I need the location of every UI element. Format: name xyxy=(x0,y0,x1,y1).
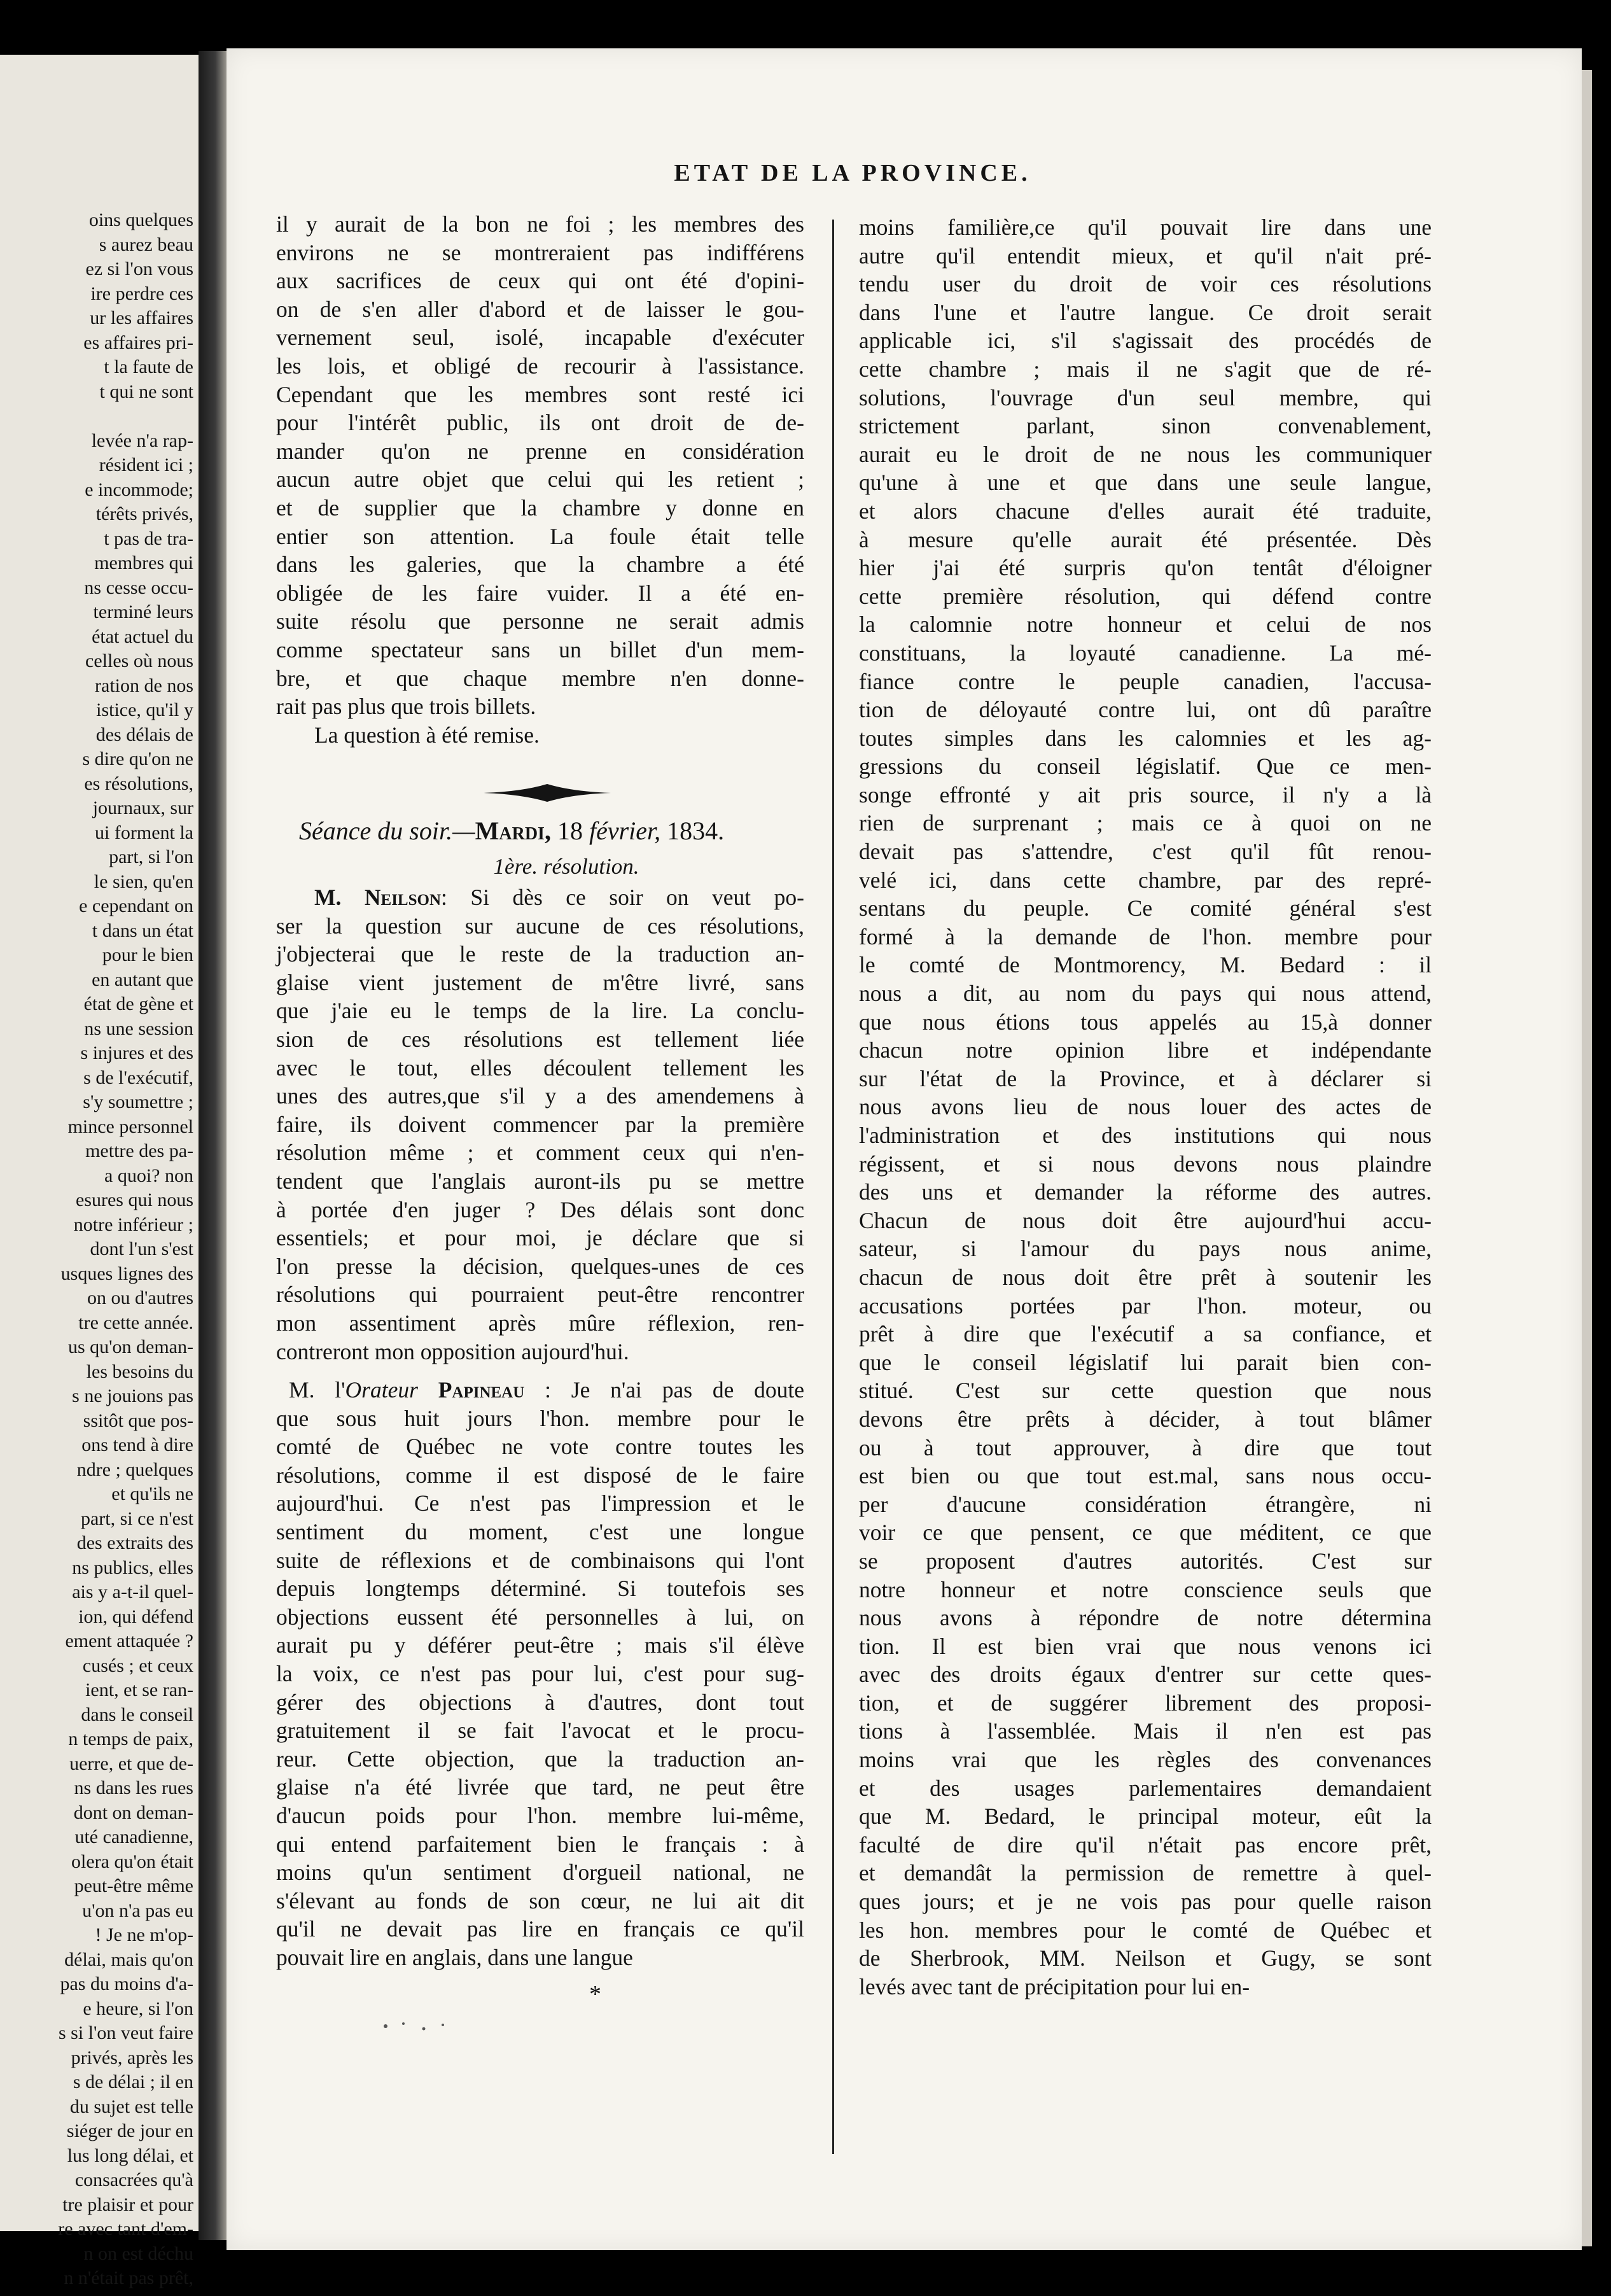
text-line: glaise n'a été livrée que tard, ne peut être xyxy=(276,1774,804,1800)
text-line: nous avons lieu de nous louer des actes de xyxy=(859,1094,1432,1120)
speaker-prefix: M. l' xyxy=(289,1377,345,1403)
fragment-line: re avec tant d'em- xyxy=(58,2218,193,2239)
text-line: qu'il ne devait pas lire en français ce qu'il xyxy=(276,1916,804,1942)
fragment-line: ur les affaires xyxy=(90,307,193,328)
fragment-line: ez si l'on vous xyxy=(85,258,193,279)
text-line: à mesure qu'elle aurait été présentée. Dès xyxy=(859,526,1432,552)
fragment-line: état de gène et xyxy=(83,993,193,1014)
fragment-line: s ne jouions pas xyxy=(72,1385,193,1406)
text-line: suite résolu que personne ne serait admis xyxy=(276,608,804,634)
text-line: gratuitement il se fait l'avocat et le procu- xyxy=(276,1718,804,1744)
fragment-line: des extraits des xyxy=(76,1532,193,1553)
fragment-line: ns cesse occu- xyxy=(84,577,193,598)
fragment-line: le sien, qu'en xyxy=(94,871,193,892)
text-line: Chacun de nous doit être aujourd'hui accu- xyxy=(859,1207,1432,1233)
fragment-line: s de l'exécutif, xyxy=(83,1067,193,1088)
text-line: tion. Il est bien vrai que nous venons ici xyxy=(859,1633,1432,1659)
paragraph-continuation xyxy=(276,210,804,721)
text-line: hier j'ai été surpris qu'on tentât d'éloigner xyxy=(859,555,1432,581)
text-line: entier son attention. La foule était telle xyxy=(276,523,804,549)
text-line: depuis longtemps déterminé. Si toutefois ses xyxy=(276,1576,804,1602)
text-line: l'on presse la décision, quelques-unes de ces xyxy=(276,1253,804,1279)
text-line: prêt à dire que l'exécutif a sa confiance, et xyxy=(859,1321,1432,1347)
text-line: tion, et de suggérer librement des proposi- xyxy=(859,1690,1432,1716)
fragment-line: membres qui xyxy=(94,552,193,573)
fragment-line: ons tend à dire xyxy=(81,1434,193,1455)
text-line: sentans du peuple. Ce comité général s'est xyxy=(859,895,1432,921)
fragment-line: ais y a-t-il quel- xyxy=(72,1581,193,1602)
text-line: cette première résolution, qui défend contre xyxy=(859,583,1432,609)
text-line: se proposent d'autres autorités. C'est sur xyxy=(859,1548,1432,1574)
fragment-line: oins quelques xyxy=(88,209,193,230)
fragment-line: tre cette année. xyxy=(78,1312,193,1333)
book-gutter xyxy=(199,51,227,2240)
text-line: la voix, ce n'est pas pour lui, c'est pour sug- xyxy=(276,1661,804,1687)
text-line: de Sherbrook, MM. Neilson et Gugy, se sont xyxy=(859,1945,1432,1971)
text-line: bre, et que chaque membre n'en donne- xyxy=(276,665,804,691)
text-line: s'élevant au fonds de son cœur, ne lui ait dit xyxy=(276,1887,804,1914)
text-line: moins qu'un sentiment d'orgueil national, ne xyxy=(276,1859,804,1886)
fragment-line: ion, qui défend xyxy=(78,1606,193,1627)
text-line: obligée de les faire vuider. Il a été en- xyxy=(276,580,804,606)
fragment-line: pour le bien xyxy=(102,944,193,965)
fragment-line: ! Je ne m'op- xyxy=(95,1924,193,1945)
fragment-line: part, si ce n'est xyxy=(80,1508,193,1529)
adjacent-left-page xyxy=(0,55,199,2288)
fragment-line: t dans un état xyxy=(92,920,193,941)
text-line: objections eussent été personnelles à lui, on xyxy=(276,1604,804,1630)
seance-date: 18 xyxy=(557,816,583,845)
text-line: : Si dès ce soir on veut po- xyxy=(441,885,804,910)
text-line: avec des droits égaux d'entrer sur cette ques- xyxy=(859,1662,1432,1688)
text-line: et alors chacune d'elles aurait été traduite, xyxy=(859,498,1432,524)
ink-speckle xyxy=(373,2016,475,2035)
text-line: qu'une à une et que dans une seule langue, xyxy=(859,470,1432,496)
text-line: essentiels; et pour moi, je déclare que si xyxy=(276,1225,804,1251)
text-line: fiance contre le peuple canadien, l'accusa- xyxy=(859,668,1432,694)
fragment-line: olera qu'on était xyxy=(71,1851,193,1872)
text-line: comme spectateur sans un billet d'un mem- xyxy=(276,636,804,662)
fragment-line: s'y soumettre ; xyxy=(83,1091,193,1112)
fragment-line: n temps de paix, xyxy=(68,1728,193,1749)
fragment-line: uté canadienne, xyxy=(74,1826,193,1847)
text-line: les hon. membres pour le comté de Québec et xyxy=(859,1917,1432,1943)
fragment-line: dont l'un s'est xyxy=(90,1238,193,1259)
fragment-line: ui forment la xyxy=(95,822,193,843)
signature-mark: * xyxy=(589,1981,601,2008)
fragment-line: état actuel du xyxy=(92,626,193,647)
text-line: environs ne se montreraient pas indifférens xyxy=(276,239,804,265)
text-line: ques jours; et je ne vois pas pour quelle raison xyxy=(859,1889,1432,1915)
text-line: des uns et demander la réforme des autres. xyxy=(859,1179,1432,1205)
text-line: résolution même ; et comment ceux qui n'en- xyxy=(276,1140,804,1166)
text-line: unes des autres,que s'il y a des amendemens à xyxy=(276,1083,804,1109)
text-line: ser la question sur aucune de ces résolutions, xyxy=(276,913,804,939)
fragment-line: a quoi? non xyxy=(104,1165,193,1186)
text-line: tendent que l'anglais auront-ils pu se mettre xyxy=(276,1168,804,1194)
fragment-line: ns publics, elles xyxy=(72,1557,193,1578)
seance-month: février, xyxy=(589,816,661,845)
text-line: dans les galeries, que la chambre a été xyxy=(276,552,804,578)
text-line: aucun autre objet que celui qui les retient ; xyxy=(276,466,804,493)
fragment-line: es affaires pri- xyxy=(83,332,193,353)
running-title: ETAT DE LA PROVINCE. xyxy=(674,160,1031,186)
text-line: pouvait lire en anglais, dans une langue xyxy=(276,1944,633,1970)
text-line: constituans, la loyauté canadienne. La mé- xyxy=(859,640,1432,666)
fragment-line: ssitôt que pos- xyxy=(83,1410,193,1431)
text-line: contreront mon opposition aujourd'hui. xyxy=(276,1338,629,1364)
text-line: qui entend parfaitement bien le français : à xyxy=(276,1831,804,1857)
right-column xyxy=(859,213,1432,2001)
fragment-line: siéger de jour en xyxy=(66,2120,193,2141)
text-line: tions à l'assemblée. Mais il n'en est pas xyxy=(859,1718,1432,1744)
text-line: j'objecterai que le reste de la traduction an- xyxy=(276,941,804,967)
fragment-line: dans le conseil xyxy=(81,1704,193,1725)
fragment-line: mettre des pa- xyxy=(85,1140,193,1161)
fragment-line: consacrées qu'à xyxy=(74,2169,193,2190)
text-line: per d'aucune considération étrangère, ni xyxy=(859,1491,1432,1517)
text-line: rait pas plus que trois billets. xyxy=(276,694,536,720)
text-line: résolutions qui pourraient peut-être rencontrer xyxy=(276,1282,804,1308)
fragment-line: les besoins du xyxy=(86,1361,193,1382)
text-line: reur. Cette objection, que la traduction an- xyxy=(276,1746,804,1772)
text-line: cette chambre ; mais il ne s'agit que de ré- xyxy=(859,356,1432,382)
fragment-line: journaux, sur xyxy=(92,797,193,818)
text-line: nous avons à répondre de notre détermina xyxy=(859,1605,1432,1631)
text-line: résolutions, comme il est disposé de le faire xyxy=(276,1462,804,1488)
fragment-line: délai, mais qu'on xyxy=(64,1949,193,1970)
text-line: régissent, et si nous devons nous plaindre xyxy=(859,1151,1432,1177)
text-line: toutes simples dans les calomnies et les ag- xyxy=(859,725,1432,751)
text-line: glaise vient justement de m'être livré, sans xyxy=(276,969,804,995)
fragment-line: t la faute de xyxy=(104,356,193,377)
fragment-line: on ou d'autres xyxy=(87,1287,193,1308)
text-line: mon assentiment après mûre réflexion, ren- xyxy=(276,1310,804,1336)
text-line: sur l'état de la Province, et à déclarer si xyxy=(859,1065,1432,1091)
text-line: aujourd'hui. Ce n'est pas l'impression et le xyxy=(276,1490,804,1516)
text-line: mander qu'on ne prenne en considération xyxy=(276,438,804,464)
text-line: la calomnie notre honneur et celui de nos xyxy=(859,612,1432,638)
text-line: formé à la demande de l'hon. membre pour xyxy=(859,923,1432,949)
text-line: les lois, et obligé de recourir à l'assistance. xyxy=(276,353,804,379)
fragment-line: résident ici ; xyxy=(99,454,193,475)
text-line: l'administration et des institutions qui nous xyxy=(859,1123,1432,1148)
fragment-line: pas du moins d'a- xyxy=(60,1973,193,1994)
speaker-name: Papineau xyxy=(438,1377,525,1403)
text-line: que M. Bedard, le principal moteur, eût la xyxy=(859,1803,1432,1830)
text-line xyxy=(276,1376,804,1404)
fragment-line: s dire qu'on ne xyxy=(82,748,193,769)
debate-section xyxy=(276,883,804,1972)
fragment-line: es résolutions, xyxy=(84,773,193,794)
text-line: Cependant que les membres sont resté ici xyxy=(276,381,804,407)
fleuron-divider xyxy=(484,781,611,804)
text-line: devait pas s'attendre, c'est qu'il fût renou- xyxy=(859,839,1432,865)
fragment-line: istice, qu'il y xyxy=(96,699,193,720)
text-line: comté de Québec ne vote contre toutes les xyxy=(276,1434,804,1460)
text-line: chacun notre opinion libre et indépendante xyxy=(859,1037,1432,1063)
text-line: vernement seul, isolé, incapable d'exécuter xyxy=(276,325,804,351)
seance-year: 1834. xyxy=(667,816,725,845)
text-line: rien de surprenant ; mais ce à quoi on ne xyxy=(859,810,1432,836)
fragment-line: mince personnel xyxy=(67,1116,193,1137)
fragment-line: us qu'on deman- xyxy=(67,1336,193,1357)
text-line: tendu user du droit de voir ces résolutions xyxy=(859,271,1432,297)
fragment-line: privés, après les xyxy=(71,2047,193,2068)
fragment-line: ement attaquée ? xyxy=(65,1630,193,1651)
fragment-line: ient, et se ran- xyxy=(85,1679,193,1700)
text-line: et de supplier que la chambre y donne en xyxy=(276,494,804,521)
papineau-paragraph xyxy=(276,1376,804,1971)
text-line: devons être prêts à décider, à tout blâmer xyxy=(859,1406,1432,1432)
text-line: notre honneur et notre conscience seuls que xyxy=(859,1576,1432,1602)
speaker-title: Orateur xyxy=(345,1377,438,1403)
text-line: que j'aie eu le temps de la lire. La conclu- xyxy=(276,998,804,1024)
text-line: le comté de Montmorency, M. Bedard : il xyxy=(859,952,1432,978)
text-line: est bien ou que tout est.mal, sans nous occu- xyxy=(859,1463,1432,1489)
fragment-line: s aurez beau xyxy=(99,234,193,255)
text-line: solutions, l'ouvrage d'un seul membre, qui xyxy=(859,384,1432,410)
fragment-line: uerre, et que de- xyxy=(69,1753,193,1774)
text-line: que nous étions tous appelés au 15,à donner xyxy=(859,1009,1432,1035)
text-line: sentiment du moment, c'est une longue xyxy=(276,1519,804,1545)
fragment-line: terminé leurs xyxy=(93,601,193,622)
text-line: d'aucun poids pour l'hon. membre lui-même, xyxy=(276,1803,804,1828)
fragment-line: e cependant on xyxy=(79,895,193,916)
seance-day: Mardi, xyxy=(475,816,551,845)
text-line: moins vrai que les règles des convenances xyxy=(859,1747,1432,1773)
text-line: on de s'en aller d'abord et de laisser le gou- xyxy=(276,296,804,322)
fragment-line: t pas de tra- xyxy=(104,528,193,549)
text-line: stitué. C'est sur cette question que nous xyxy=(859,1378,1432,1404)
text-line: faire, ils doivent commencer par la première xyxy=(276,1111,804,1137)
left-column xyxy=(276,210,804,749)
fragment-line: et qu'ils ne xyxy=(111,1483,193,1504)
seance-heading xyxy=(299,816,802,846)
text-line: pour l'intérêt public, ils ont droit de de- xyxy=(276,410,804,436)
fragment-line: ire perdre ces xyxy=(90,283,193,304)
text-line: aurait eu le droit de ne nous les communiquer xyxy=(859,441,1432,467)
fragment-line: e heure, si l'on xyxy=(83,1998,193,2019)
text-line: moins familière,ce qu'il pouvait lire dans une xyxy=(859,214,1432,240)
column-rule xyxy=(832,220,834,2154)
text-line: : Je n'ai pas de doute xyxy=(524,1377,805,1403)
text-line: nous a dit, au nom du pays qui nous attend, xyxy=(859,981,1432,1007)
fragment-line: en autant que xyxy=(92,969,193,990)
text-line: et demandât la permission de remettre à quel- xyxy=(859,1860,1432,1886)
text-line: aurait pu y déférer peut-être ; mais s'il élève xyxy=(276,1632,804,1658)
text-line: avec le tout, elles découlent tellement les xyxy=(276,1054,804,1081)
text-line: velé ici, dans cette chambre, par des repré- xyxy=(859,867,1432,893)
question-remise-line: La question à été remise. xyxy=(314,722,540,748)
fragment-line: térêts privés, xyxy=(95,503,193,524)
text-line: voir ce que pensent, ce que méditent, ce que xyxy=(859,1520,1432,1546)
text-line: à portée d'en juger ? Des délais sont donc xyxy=(276,1196,804,1222)
fragment-line: cusés ; et ceux xyxy=(82,1655,193,1676)
fragment-line: e incommode; xyxy=(85,479,193,500)
text-line: gressions du conseil législatif. Que ce men- xyxy=(859,753,1432,780)
resolution-label: 1ère. résolution. xyxy=(493,854,639,879)
text-line: il y aurait de la bon ne foi ; les membres des xyxy=(276,211,804,237)
text-line: dans l'une et l'autre langue. Ce droit serait xyxy=(859,299,1432,325)
text-line: suite de réflexions et de combinaisons qui l'ont xyxy=(276,1547,804,1573)
text-line: accusations portées par l'hon. moteur, ou xyxy=(859,1292,1432,1319)
fragment-line: t qui ne sont xyxy=(99,381,193,402)
fragment-line: des délais de xyxy=(95,724,193,745)
fragment-line: usques lignes des xyxy=(60,1263,193,1284)
text-line: faculté de dire qu'il n'était pas encore prêt, xyxy=(859,1831,1432,1858)
text-line: sion de ces résolutions est tellement liée xyxy=(276,1026,804,1052)
text-line: gérer des objections à d'autres, dont tout xyxy=(276,1689,804,1715)
text-line: strictement parlant, sinon convenablement, xyxy=(859,413,1432,439)
text-line: chacun de nous doit être prêt à soutenir les xyxy=(859,1264,1432,1290)
text-line: autre qu'il entendit mieux, et qu'il n'ait pré- xyxy=(859,242,1432,269)
text-line: que sous huit jours l'hon. membre pour le xyxy=(276,1405,804,1431)
fragment-line: s injures et des xyxy=(80,1042,193,1063)
fragment-line: notre inférieur ; xyxy=(73,1214,193,1235)
fragment-line: u'on n'a pas eu xyxy=(82,1900,193,1921)
fragment-line: du sujet est telle xyxy=(69,2096,193,2117)
text-line: que le conseil législatif lui parait bien con- xyxy=(859,1349,1432,1375)
fragment-line: peut-être même xyxy=(74,1875,193,1896)
fragment-line: dont on deman- xyxy=(73,1802,193,1823)
text-line: et des usages parlementaires demandaient xyxy=(859,1775,1432,1801)
fragment-line: ns dans les rues xyxy=(74,1777,193,1798)
text-line xyxy=(276,883,804,912)
text-line: levés avec tant de précipitation pour lui en- xyxy=(859,1973,1250,1999)
text-line: songe effronté y ait pris source, il n'y a là xyxy=(859,781,1432,808)
fragment-line: ration de nos xyxy=(95,675,193,696)
fragment-line: levée n'a rap- xyxy=(91,430,193,451)
page-edge xyxy=(1582,70,1592,2246)
seance-prefix: Séance du soir.— xyxy=(299,816,475,845)
fragment-line: tre plaisir et pour xyxy=(62,2194,193,2215)
fragment-line: ns une session xyxy=(84,1018,193,1039)
fragment-line: n n'était pas prêt, xyxy=(64,2267,193,2288)
text-line: aux sacrifices de ceux qui ont été d'opini- xyxy=(276,268,804,294)
fragment-line: s si l'on veut faire xyxy=(58,2022,193,2043)
text-line: sateur, si l'amour du pays nous anime, xyxy=(859,1236,1432,1262)
speaker-name: M. Neilson xyxy=(314,885,441,910)
fragment-line: lus long délai, et xyxy=(67,2145,193,2166)
fragment-line: ndre ; quelques xyxy=(76,1459,193,1480)
fragment-line: s de délai ; il en xyxy=(73,2071,193,2092)
text-line: applicable ici, s'il s'agissait des procédés de xyxy=(859,328,1432,354)
fragment-line: n on est déchu xyxy=(83,2243,193,2264)
fragment-line: part, si l'on xyxy=(109,846,193,867)
fragment-line: esures qui nous xyxy=(76,1189,193,1210)
text-line: ou à tout approuver, à dire que tout xyxy=(859,1434,1432,1460)
text-line: tion de déloyauté contre lui, ont dû paraître xyxy=(859,697,1432,723)
fragment-line: celles où nous xyxy=(85,650,193,671)
neilson-paragraph xyxy=(276,883,804,1366)
